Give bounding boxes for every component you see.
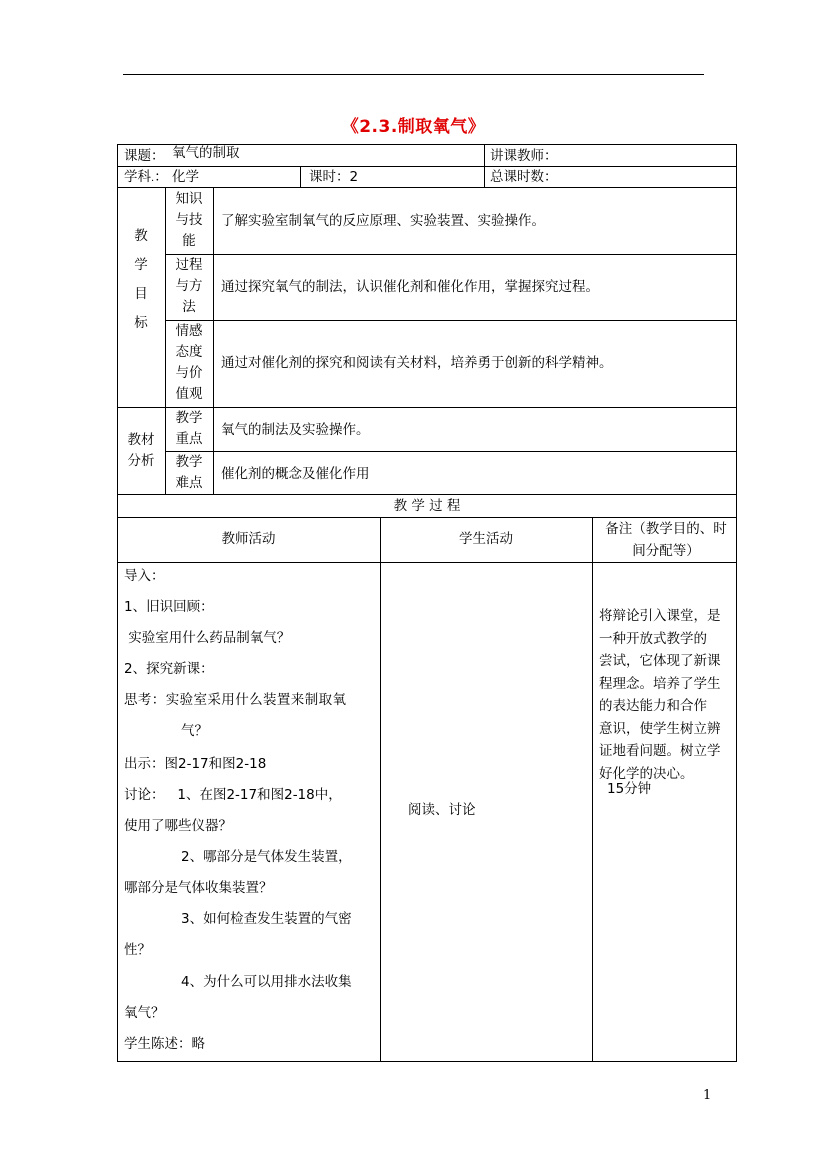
analysis-content-key: 氧气的制法及实验操作。 [221, 422, 370, 438]
teacher-line: 3、如何检查发生装置的气密 [181, 911, 352, 927]
teacher-line: 2、探究新课： [124, 661, 214, 677]
teacher-line: 2、哪部分是气体发生装置， [181, 849, 352, 865]
teacher-line: 讨论： 1、在图2-17和图2-18中， [124, 787, 342, 803]
teacher-line: 导入： [124, 568, 165, 584]
topic-label: 课题： [124, 148, 165, 164]
teacher-line: 思考：实验室采用什么装置来制取氧 [124, 692, 347, 708]
analysis-label-difficulty: 教学 难点 [175, 454, 203, 491]
teacher-line: 实验室用什么药品制氧气？ [124, 630, 291, 646]
teacher-label: 讲课教师： [490, 148, 558, 164]
note-time: 15分钟 [607, 781, 652, 797]
period-label: 课时：2 [309, 169, 359, 185]
process-title: 教 学 过 程 [393, 498, 461, 514]
goal-content-process: 通过探究氧气的制法，认识催化剂和催化作用，掌握探究过程。 [221, 279, 599, 295]
subject-value: 化学 [172, 169, 199, 185]
goal-label-attitude: 情感 态度 与价 值观 [175, 323, 203, 402]
subject-label: 学科.： [124, 169, 168, 185]
note-header: 备注（教学目的、时 间分配等） [605, 521, 727, 559]
teacher-line: 哪部分是气体收集装置？ [124, 880, 273, 896]
goal-label-knowledge: 知识 与技 能 [175, 191, 203, 249]
note-text: 将辩论引入课堂，是 一种开放式教学的 尝试，它体现了新课 程理念。培养了学生 的表达能力和合作 意识，使学生树立辨 证地看问题。树立学 好化学的决心。 [599, 608, 721, 782]
goals-section-label: 教 学 目 标 [134, 228, 148, 331]
goal-label-process: 过程 与方 法 [175, 257, 203, 315]
document-title: 《2.3.制取氧气》 [341, 117, 486, 137]
teacher-line: 4、为什么可以用排水法收集 [181, 974, 352, 990]
goal-content-knowledge: 了解实验室制氧气的反应原理、实验装置、实验操作。 [221, 213, 545, 229]
teacher-line: 出示：图2-17和图2-18 [124, 756, 267, 772]
teacher-line: 性？ [124, 942, 151, 958]
topic-value: 氧气的制取 [172, 145, 240, 161]
teacher-activity-header: 教师活动 [221, 531, 276, 547]
teacher-line: 氧气？ [124, 1005, 165, 1021]
analysis-section-label: 教材 分析 [127, 432, 155, 469]
total-periods-label: 总课时数： [490, 169, 558, 185]
analysis-label-key: 教学 重点 [175, 410, 203, 447]
student-activity-header: 学生活动 [459, 531, 513, 547]
goal-content-attitude: 通过对催化剂的探究和阅读有关材料，培养勇于创新的科学精神。 [221, 355, 613, 371]
page-number: 1 [703, 1088, 712, 1103]
header-rule [123, 74, 704, 75]
teacher-line: 1、旧识回顾： [124, 599, 214, 615]
period-value: 2 [349, 169, 359, 185]
analysis-content-difficulty: 催化剂的概念及催化作用 [221, 466, 370, 482]
teacher-line: 学生陈述：略 [124, 1036, 205, 1052]
student-activity-text: 阅读、讨论 [408, 802, 476, 818]
teacher-line: 气？ [181, 723, 208, 739]
teacher-line: 使用了哪些仪器？ [124, 818, 232, 834]
